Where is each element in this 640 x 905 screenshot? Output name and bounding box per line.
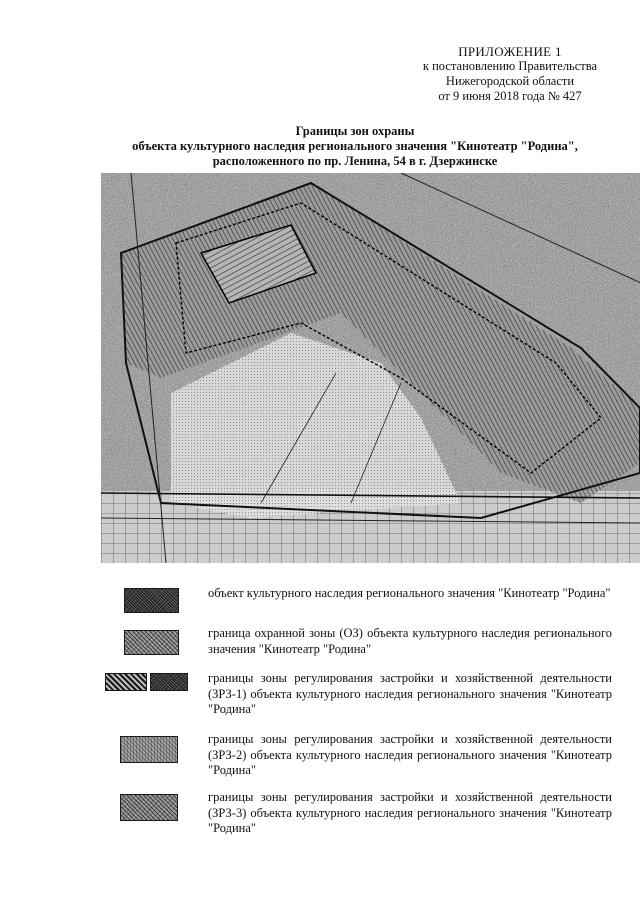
object-swatch: [124, 588, 179, 613]
oz-swatch: [124, 630, 179, 655]
zrz3-swatch: [120, 794, 178, 821]
document-title: [100, 124, 610, 169]
legend-text-object: объект культурного наследия регионального значения "Кинотеатр "Родина": [208, 586, 611, 600]
appendix-number: ПРИЛОЖЕНИЕ 1: [458, 44, 562, 59]
legend-text-oz: граница охранной зоны (ОЗ) объекта культурного наследия регионального значения "Кинотеатр "Родина": [208, 626, 612, 656]
legend-text-zrz3: границы зоны регулирования застройки и хозяйственной деятельности (ЗРЗ-3) объекта культурного наследия регионального значения "Кинотеатр "Родина": [208, 790, 612, 835]
appendix-reference: к постановлению Правительства: [422, 59, 598, 73]
appendix-region: Нижегородской области: [445, 74, 575, 88]
title-line-2: объекта культурного наследия регионального значения "Кинотеатр "Родина",: [132, 139, 578, 153]
zone-map: [101, 173, 640, 563]
title-line-1: Границы зон охраны: [295, 124, 415, 138]
zrz1-swatch: [105, 673, 147, 691]
legend-text-zrz1: границы зоны регулирования застройки и хозяйственной деятельности (ЗРЗ-1) объекта культурного наследия регионального значения "Кинотеатр "Родина": [208, 671, 612, 716]
zrz2-swatch: [120, 736, 178, 763]
appendix-date: от 9 июня 2018 года № 427: [438, 89, 582, 103]
title-line-3: расположенного по пр. Ленина, 54 в г. Дзержинске: [212, 154, 498, 168]
legend-text-zrz2: границы зоны регулирования застройки и хозяйственной деятельности (ЗРЗ-2) объекта культурного наследия регионального значения "Кинотеатр "Родина": [208, 732, 612, 777]
zrz1-swatch-secondary: [150, 673, 188, 691]
appendix-header: [410, 44, 610, 104]
